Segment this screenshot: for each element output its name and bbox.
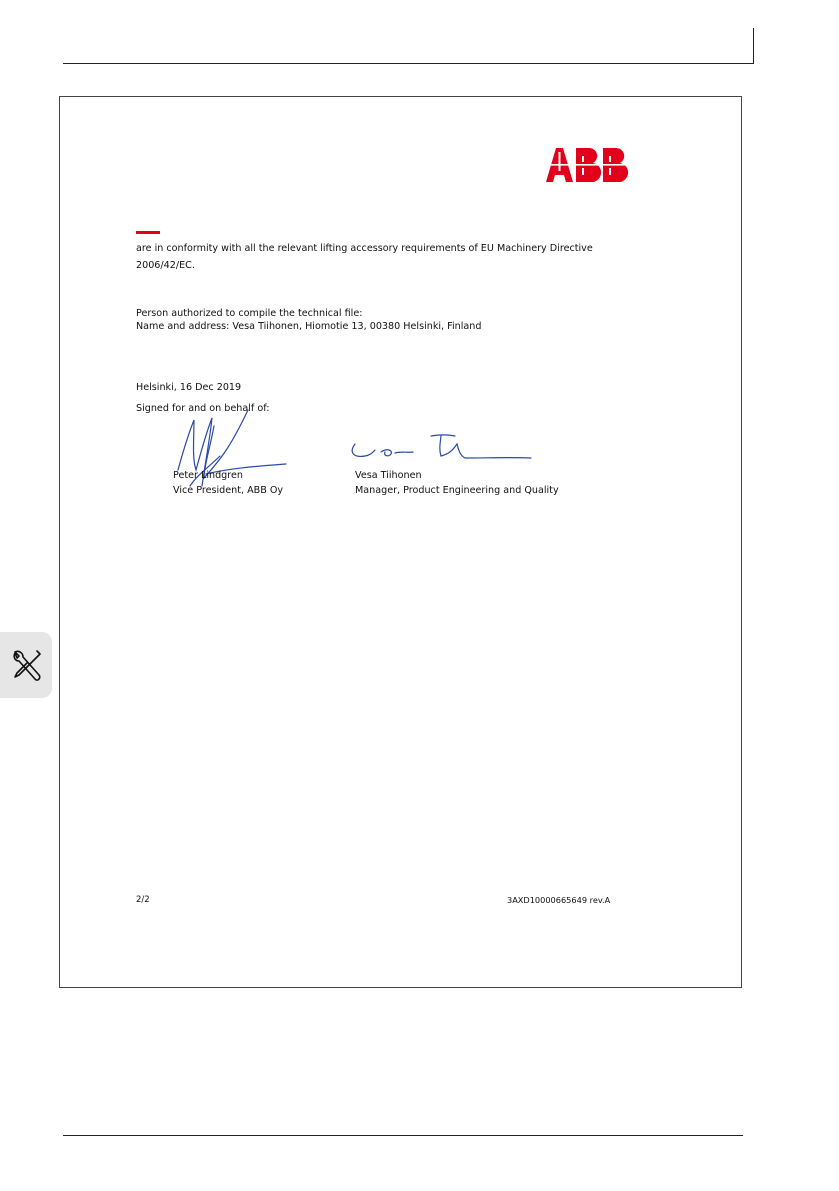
authorized-person-address: Name and address: Vesa Tiihonen, Hiomotie 13, 00380 Helsinki, Finland [136, 321, 482, 332]
signed-on-behalf: Signed for and on behalf of: [136, 403, 270, 414]
top-tick [753, 28, 754, 64]
bottom-rule [63, 1135, 743, 1136]
signature-vesa-tiihonen [345, 424, 535, 464]
authorized-person-heading: Person authorized to compile the technical file: [136, 308, 363, 319]
signatory-1-title: Vice President, ABB Oy [173, 485, 284, 496]
signatory-2-name: Vesa Tiihonen [355, 470, 422, 481]
page-number: 2/2 [136, 895, 150, 905]
document-frame [59, 96, 742, 988]
signatory-2-title: Manager, Product Engineering and Quality [355, 485, 559, 496]
document-id: 3AXD10000665649 rev.A [507, 895, 611, 905]
accent-dash [136, 231, 160, 234]
wrench-screwdriver-icon [11, 647, 43, 683]
signatory-1-name: Peter Lindgren [173, 470, 243, 481]
section-tab[interactable] [0, 632, 52, 698]
conformity-statement-line-2: 2006/42/EC. [136, 260, 195, 271]
conformity-statement-line-1: are in conformity with all the relevant lifting accessory requirements of EU Machinery Directive [136, 243, 593, 254]
top-rule [63, 63, 753, 64]
abb-logo [546, 148, 630, 182]
place-and-date: Helsinki, 16 Dec 2019 [136, 382, 242, 393]
